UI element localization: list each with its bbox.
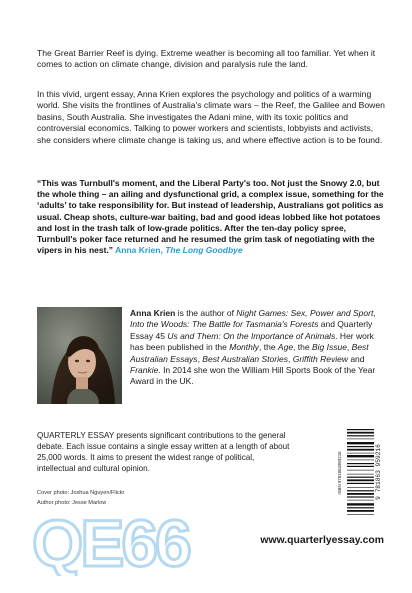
author-photo-credit: Author photo: Jesse Marlow [37, 500, 107, 506]
bio-publication-best-essays: Best Australian Essays [130, 342, 369, 364]
barcode-bar [347, 510, 374, 512]
bio-separator: , [373, 308, 376, 318]
bio-text-2: and Quarterly Essay 45 [130, 319, 373, 341]
barcode-bar [347, 493, 374, 495]
bio-text-1: is the author of [175, 308, 237, 318]
bio-publication-frankie: Frankie [130, 365, 159, 376]
bio-separator: , [346, 342, 352, 353]
bio-separator: , [197, 353, 203, 364]
bio-text-3: . Her work has been published in the [130, 330, 374, 353]
barcode-number: 9 781863 959216 [375, 444, 382, 500]
barcode-bars [347, 429, 374, 515]
barcode-bar [347, 449, 374, 451]
bio-book-title-3: Us and Them: On the Importance of Animals [167, 330, 336, 341]
cover-photo-credit: Cover photo: Joshua Nguyen/Flickr [37, 490, 125, 496]
barcode-bar [347, 466, 374, 467]
barcode-bar [347, 507, 374, 508]
bio-separator: , the [259, 342, 278, 353]
bio-publication-big-issue: Big Issue [311, 342, 347, 353]
quote-source-title: The Long Goodbye [165, 245, 243, 256]
bio-author-name: Anna Krien [130, 308, 176, 318]
bio-separator: , the [293, 342, 312, 353]
bio-publication-monthly: Monthly [229, 342, 260, 353]
barcode-bar [347, 490, 374, 491]
website-url[interactable]: www.quarterlyessay.com [260, 535, 384, 546]
bio-publication-age: Age [277, 342, 294, 353]
barcode-bar [347, 435, 374, 436]
barcode-bar [347, 446, 374, 447]
barcode-bar [347, 514, 374, 515]
bio-book-title-1: Night Games: Sex, Power and Sport [236, 308, 374, 318]
barcode-bar [347, 455, 374, 457]
barcode-bar [347, 503, 374, 505]
pull-quote-text: “This was Turnbull's moment, and the Liberal Party's too. Not just the Snowy 2.0, but the whole thing – an ailing and dysfunctional grid, a complex issue, something for the ‘adults’ to take responsibility for. But instead of leadership, Australians got politics as usual. Cheap shots, culture-war baiting, bad and good ideas lobbed like hot potatoes and lost in the trash talk of low-grade politics. After the ten-day policy spree, Turnbull's poker face returned and he resumed the grim task of negotiating with the vipers in his nest.” [37, 178, 384, 256]
bio-book-title-2: Into the Woods: The Battle for Tasmania's Forests [130, 319, 319, 330]
author-bio [130, 308, 385, 388]
barcode-bar [347, 442, 374, 444]
bio-text-4: . In 2014 she won the William Hill Sports Book of the Year Award in the UK. [130, 365, 376, 387]
barcode-bar [347, 479, 374, 481]
barcode-bar [347, 432, 374, 434]
barcode-bar [347, 487, 374, 488]
author-photo [37, 307, 122, 404]
barcode-bar [347, 460, 374, 461]
bio-publication-griffith: Griffith Review [292, 353, 348, 364]
barcode-bar [347, 477, 374, 478]
barcode-bar [347, 429, 374, 430]
barcode-bar [347, 474, 374, 475]
barcode-bar [347, 463, 374, 464]
barcode-bar [347, 453, 374, 454]
quarterly-essay-about: QUARTERLY ESSAY presents significant contributions to the general debate. Each issue contains a single essay written at a length of about 25,000 words. It aims to present the widest range of political, intellectual and cultural opinion. [37, 431, 290, 473]
barcode-bar [347, 439, 374, 440]
barcode-bar [347, 500, 374, 501]
barcode-bar [347, 470, 374, 471]
bio-publication-best-stories: Best Australian Stories [202, 353, 288, 364]
isbn-label: ISBN 9781863959216 [337, 451, 342, 495]
bio-separator: , [287, 353, 293, 364]
barcode-bar [347, 483, 374, 484]
isbn-barcode [334, 425, 384, 520]
quote-citation [115, 245, 243, 255]
intro-paragraph-1: The Great Barrier Reef is dying. Extreme weather is becoming all too familiar. Yet when it comes to action on climate change, division and paralysis rule the land. [37, 48, 376, 70]
intro-paragraph-2: In this vivid, urgent essay, Anna Krien explores the psychology and politics of a warming world. She visits the frontlines of Australia's climate wars – the Reef, the Galilee and Bowen basins, South Australia. She investigates the Adani mine, with its toxic politics and controversial economics. Talking to power workers and scientists, lobbyists and activists, she considers where climate change is taking us, and where effective action is to be found. [37, 89, 385, 145]
qe-issue-logo [30, 506, 208, 576]
quote-author: Anna Krien, [115, 245, 163, 256]
qe-logo-text: QE66 [32, 506, 189, 576]
barcode-bar [347, 496, 374, 497]
pull-quote [37, 178, 387, 256]
bio-separator: and [347, 353, 365, 364]
